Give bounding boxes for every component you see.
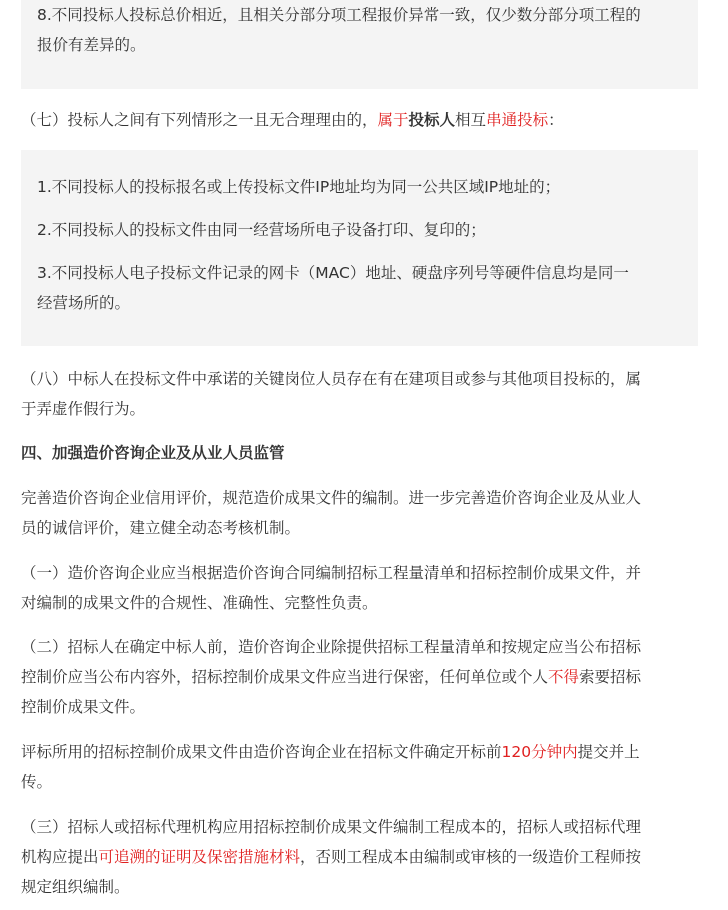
item-3-highlight-materials: 可追溯的证明及保密措施材料 xyxy=(98,848,301,866)
evaluation-text-tail: 提交并上 xyxy=(577,743,640,761)
quote-box-top xyxy=(21,0,698,89)
item-3-line3: 规定组织编制。 xyxy=(21,878,130,896)
item-2-line2 xyxy=(21,662,641,692)
paragraph-8-line1: （八）中标人在投标文件中承诺的关键岗位人员存在有在建项目或参与其他项目投标的，属 xyxy=(21,370,642,388)
item-2-text: 控制价应当公布内容外，招标控制价成果文件应当进行保密，任何单位或个人 xyxy=(21,668,549,686)
item-3-text-tail: ，否则工程成本由编制或审核的一级造价工程师按 xyxy=(300,848,642,866)
item-1-line1: （一）造价咨询企业应当根据造价咨询合同编制招标工程量清单和招标控制价成果文件，并 xyxy=(21,564,642,582)
box1-line1: 8.不同投标人投标总价相近，且相关分部分项工程报价异常一致，仅少数分部分项工程的 xyxy=(37,6,641,24)
item-2-text-tail: 索要招标 xyxy=(579,668,642,686)
box2-item3-line1: 3.不同投标人电子投标文件记录的网卡（MAC）地址、硬盘序列号等硬件信息均是同一 xyxy=(37,264,629,282)
item-3-line1: （三）招标人或招标代理机构应用招标控制价成果文件编制工程成本的，招标人或招标代理 xyxy=(21,818,642,836)
item-2-line3: 控制价成果文件。 xyxy=(21,698,146,716)
p7-colon: ： xyxy=(548,111,564,129)
box2-item1: 1.不同投标人的投标报名或上传投标文件IP地址均为同一公共区域IP地址的； xyxy=(37,178,561,196)
quote-box-middle xyxy=(21,150,698,346)
box2-item3-line2: 经营场所的。 xyxy=(37,294,131,312)
item-2-line1: （二）招标人在确定中标人前，造价咨询企业除提供招标工程量清单和按规定应当公布招标 xyxy=(21,638,642,656)
p7-bold-bidder: 投标人 xyxy=(408,111,456,129)
p7-text-mutual: 相互 xyxy=(455,111,487,129)
paragraph-7 xyxy=(21,105,564,135)
p7-text: （七）投标人之间有下列情形之一且无合理理由的， xyxy=(21,111,378,129)
paragraph-8-line2: 于弄虚作假行为。 xyxy=(21,400,146,418)
evaluation-text: 评标所用的招标控制价成果文件由造价咨询企业在招标文件确定开标前 xyxy=(21,743,502,761)
evaluation-line1 xyxy=(21,737,640,767)
section-heading: 四、加强造价咨询企业及从业人员监管 xyxy=(21,444,285,462)
item-2-highlight-forbidden: 不得 xyxy=(548,668,580,686)
section-intro-line1: 完善造价咨询企业信用评价，规范造价成果文件的编制。进一步完善造价咨询企业及从业人 xyxy=(21,489,642,507)
item-3-text: 机构应提出 xyxy=(21,848,99,866)
p7-highlight-collusion: 串通投标 xyxy=(486,111,549,129)
evaluation-highlight-time: 120分钟内 xyxy=(501,743,578,761)
item-3-line2 xyxy=(21,842,641,872)
p7-highlight-belongs: 属于 xyxy=(377,111,409,129)
evaluation-line2: 传。 xyxy=(21,773,53,791)
box2-item2: 2.不同投标人的投标文件由同一经营场所电子设备打印、复印的； xyxy=(37,221,486,239)
item-1-line2: 对编制的成果文件的合规性、准确性、完整性负责。 xyxy=(21,594,378,612)
section-intro-line2: 员的诚信评价，建立健全动态考核机制。 xyxy=(21,519,301,537)
box1-line2: 报价有差异的。 xyxy=(37,36,146,54)
